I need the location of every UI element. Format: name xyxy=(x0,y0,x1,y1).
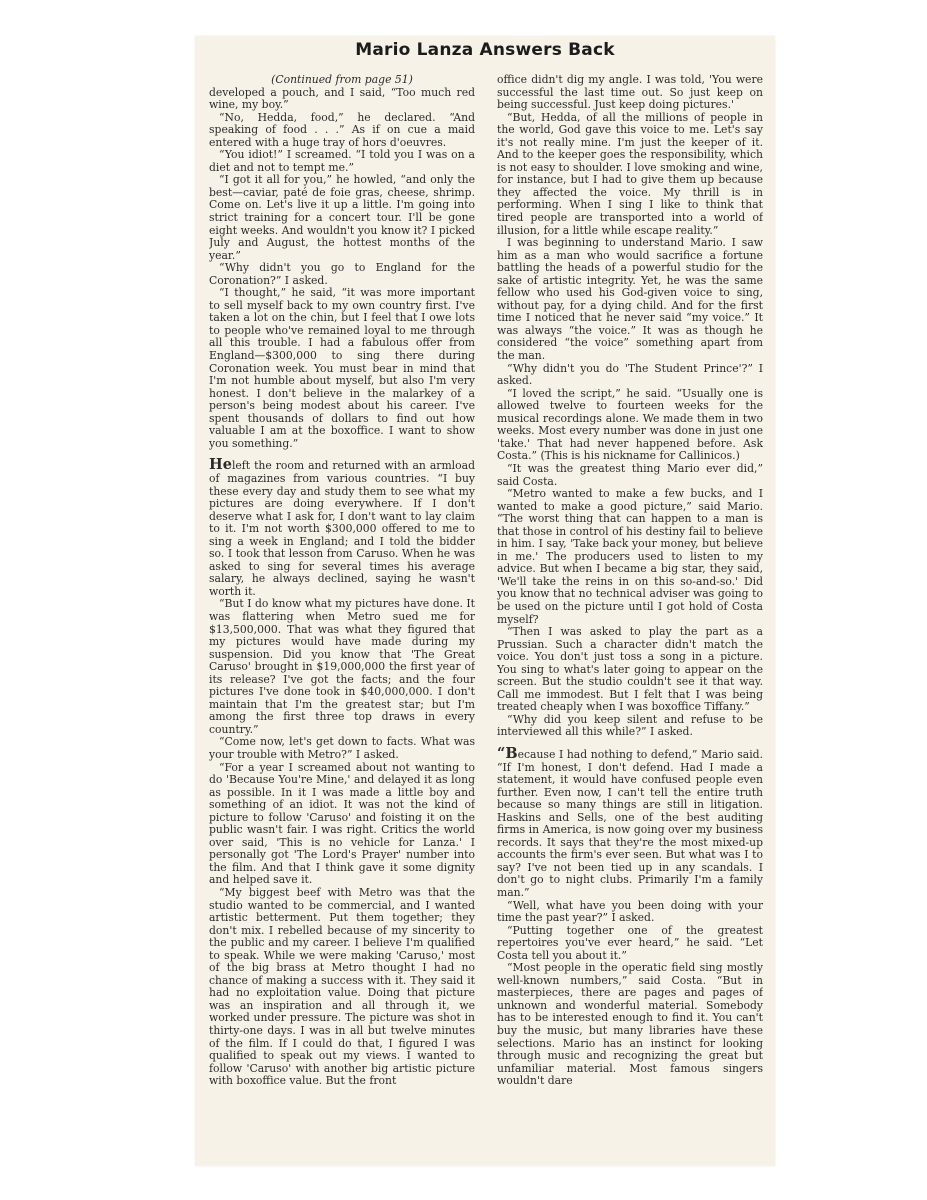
article-paragraph xyxy=(209,456,475,598)
article-paragraph: “It was the greatest thing Mario ever did,” said Costa. xyxy=(497,461,763,488)
article-paragraph: “No, Hedda, food,” he declared. “And speaking of food . . .” As if on cue a maid entered with a huge tray of hors d'oeuvres. xyxy=(209,110,475,149)
article-paragraph: “You idiot!” I screamed. “I told you I was on a diet and not to tempt me.” xyxy=(209,148,475,174)
article-paragraph: “Most people in the operatic field sing mostly well-known numbers,” said Costa. “But in masterpieces, there are pages and pages of unknown and wonderful material. Somebody has to be interested enough to find it. You can't buy the music, but many libraries have these selections. Mario has an instinct for looking through music and recognizing the great but unfamiliar material. Most famous singers wouldn't dare xyxy=(497,961,763,1088)
article-paragraph: “Metro wanted to make a few bucks, and I wanted to make a good picture,” said Mario. “The worst thing that can happen to a man is that those in control of his destiny fail to believe in him. I say, 'Take back your money, but believe in me.' The producers used to listen to my advice. But when I became a big star, they said, 'We'll take the reins in on this so-and-so.' Did you know that no technical adviser was going to be used on the picture until I got hold of Costa myself? xyxy=(497,487,763,626)
article-paragraph: I was beginning to understand Mario. I saw him as a man who would sacrifice a fortune battling the heads of a powerful studio for the sake of artistic integrity. Yet, he was the same fellow who used his God-given voice to sing, without pay, for a dying child. And for the first time I noticed that he never said “my voice.” It was always “the voice.” It was as though he considered “the voice” something apart from the man. xyxy=(497,236,763,363)
article-paragraph: “Then I was asked to play the part as a Prussian. Such a character didn't match the voice. You don't just toss a song in a picture. You sing to what's later going to appear on the screen. But the studio couldn't see it that way. Call me immodest. But I felt that I was being treated cheaply when I was boxoffice Tiffany.” xyxy=(497,625,763,714)
article-paragraph: developed a pouch, and I said, “Too much red wine, my boy.” xyxy=(209,85,475,112)
article-paragraph: “But I do know what my pictures have done. It was flattering when Metro sued me for $13,500,000. That was what they figured that my pictures would have made during my suspension. Did you know that 'The Great Caruso' brought in $19,000,000 the first year of its release? I've got the facts; and the four pictures I've done took in $40,000,000. I don't maintain that I'm the greatest star; but I'm among the first three top draws in every country.” xyxy=(209,597,475,736)
article-paragraph: “I got it all for you,” he howled, “and only the best—caviar, paté de foie gras, cheese, shrimp. Come on. Let's live it up a little. I'm going into strict training for a concert tour. I'll be gone eight weeks. And wouldn't you know it? I picked July and August, the hottest months of the year.” xyxy=(209,173,475,262)
drop-cap: “B xyxy=(497,744,518,762)
article-paragraph: “Come now, let's get down to facts. What was your trouble with Metro?” I asked. xyxy=(209,735,475,761)
article-paragraph: “I loved the script,” he said. “Usually one is allowed twelve to fourteen weeks for the musical recordings alone. We made them in two weeks. Most every number was done in just one 'take.' That had never happened before. Ask Costa.” (This is his nickname for Callinicos.) xyxy=(497,386,763,463)
page-headline: Mario Lanza Answers Back xyxy=(355,40,615,60)
continued-note: (Continued from page 51) xyxy=(271,74,413,86)
article-paragraph: office didn't dig my angle. I was told, 'You were successful the last time out. So just keep on being successful. Just keep doing pictures.' xyxy=(497,74,763,112)
drop-cap: He xyxy=(209,456,232,474)
article-paragraph: “My biggest beef with Metro was that the studio wanted to be commercial, and I wanted artistic betterment. Put them together; they don't mix. I rebelled because of my sincerity to the public and my career. I believe I'm qualified to speak. While we were making 'Caruso,' most of the big brass at Metro thought I had no chance of making a success with it. They said it had no exploitation value. Doing that picture was an inspiration and all through it, we worked under pressure. The picture was shot in thirty-one days. I was in all but twelve minutes of the film. If I could do that, I figured I was qualified to speak out my views. I wanted to follow 'Caruso' with another big artistic picture with boxoffice value. But the front xyxy=(209,886,475,1088)
article-paragraph: “I thought,” he said, “it was more important to sell myself back to my own country first. I've taken a lot on the chin, but I feel that I owe lots to people who've remained loyal to me through all this trouble. I had a fabulous offer from England—$300,000 to sing there during Coronation week. You must bear in mind that I'm not humble about myself, but also I'm very honest. I don't believe in the malarkey of a person's being modest about his career. I've spent thousands of dollars to find out how valuable I am at the boxoffice. I want to show you something.” xyxy=(209,286,475,450)
article-paragraph: “Putting together one of the greatest repertoires you've ever heard,” he said. “Let Costa tell you about it.” xyxy=(497,923,763,962)
article-paragraph: “Why didn't you do 'The Student Prince'?” I asked. xyxy=(497,361,763,388)
article-paragraph xyxy=(497,744,763,900)
article-paragraph: “Well, what have you been doing with your time the past year?” I asked. xyxy=(497,898,763,925)
paragraph-text: ecause I had nothing to defend,” Mario said. “If I'm honest, I don't defend. Had I made a statement, it would have confused people even further. Even now, I can't tell the entire truth because so many things are still in litigation. Haskins and Sells, one of the best auditing firms in America, is now going over my business records. It says that they're the most mixed-up accounts the firm's ever seen. But what was I to say? I've not been tied up in any scandals. I don't go to night clubs. Primarily I'm a family man.” xyxy=(497,747,763,899)
article-paragraph: “For a year I screamed about not wanting to do 'Because You're Mine,' and delayed it as long as possible. In it I was made a little boy and something of an idiot. It was not the kind of picture to follow 'Caruso' and foisting it on the public wasn't fair. I was right. Critics the world over said, 'This is no vehicle for Lanza.' I personally got 'The Lord's Prayer' number into the film. And that I think gave it some dignity and helped save it. xyxy=(209,760,475,887)
left-column xyxy=(209,74,475,1162)
right-column xyxy=(497,74,763,1162)
article-paragraph: “But, Hedda, of all the millions of people in the world, God gave this voice to me. Let's say it's not really mine. I'm just the keeper of it. And to the keeper goes the responsibility, which is not easy to shoulder. I love smoking and wine, for instance, but I had to give them up because they affected the voice. My thrill is in performing. When I sing I like to think that tired people are transported into a world of illusion, for a little while escape reality.” xyxy=(497,110,763,237)
article-paragraph: “Why didn't you go to England for the Coronation?” I asked. xyxy=(209,261,475,287)
section-break xyxy=(497,739,763,748)
article-paragraph: “Why did you keep silent and refuse to be interviewed all this while?” I asked. xyxy=(497,712,763,739)
newspaper-clipping xyxy=(195,36,775,1166)
paragraph-text: left the room and returned with an armload of magazines from various countries. “I buy these every day and study them to see what my pictures are doing everywhere. If I don't deserve what I ask for, I don't want to lay claim to it. I'm not worth $300,000 offered to me to sing a week in England; and I told the bidder so. I took that lesson from Caruso. When he was asked to sing for several times his average salary, he always declined, saying he wasn't worth it. xyxy=(209,459,475,598)
